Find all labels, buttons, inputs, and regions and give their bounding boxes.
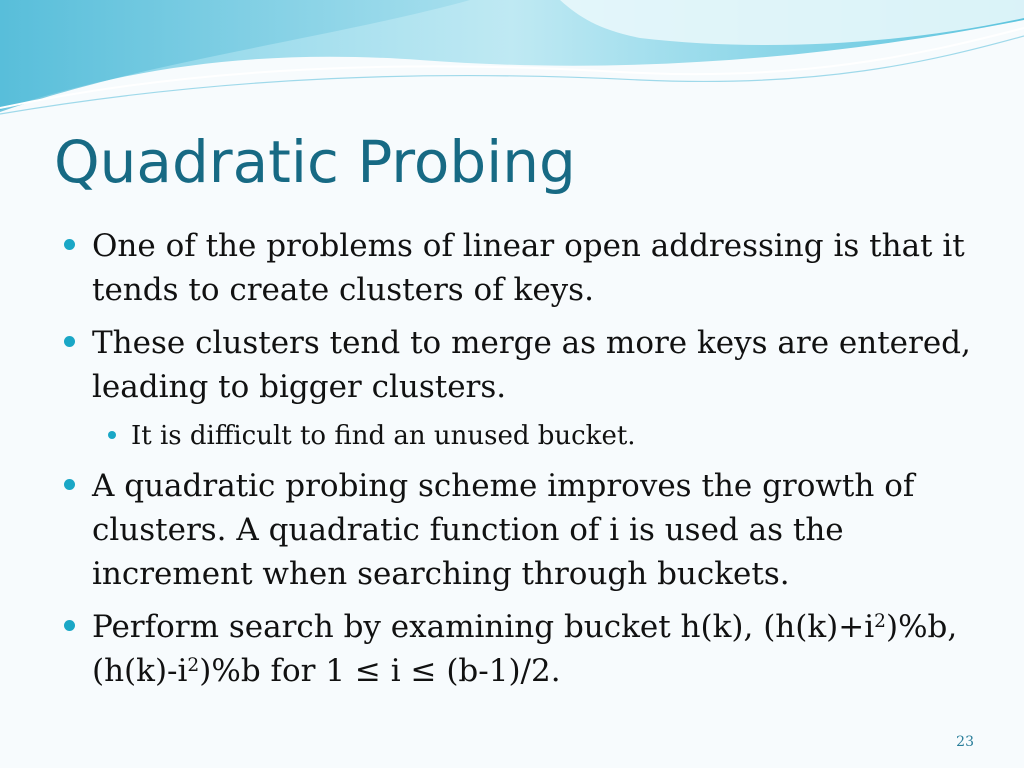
sub-bullet-text: It is difficult to find an unused bucket. — [131, 421, 636, 451]
bullet-dot-icon — [64, 620, 75, 631]
bullet-text: These clusters tend to merge as more keys are entered, leading to bigger clusters. — [92, 325, 971, 405]
bullet-item — [62, 224, 982, 312]
formula-text-d: )%b for 1 ≤ i ≤ (b-1)/2. — [199, 653, 561, 689]
sub-bullet-item — [104, 416, 982, 456]
bullet-item — [62, 605, 982, 693]
bullet-item — [62, 321, 982, 409]
bullet-dot-icon — [64, 479, 75, 490]
bullet-list — [62, 224, 982, 702]
bullet-text: One of the problems of linear open addressing is that it tends to create clusters of keys. — [92, 228, 965, 308]
formula-text-b: )%b, — [885, 609, 958, 645]
header-wave-decoration — [0, 0, 1024, 120]
bullet-item — [62, 464, 982, 596]
bullet-dot-icon — [64, 239, 75, 250]
slide-title: Quadratic Probing — [54, 128, 576, 196]
bullet-dot-icon — [64, 336, 75, 347]
page-number: 23 — [956, 734, 974, 750]
superscript-b: 2 — [187, 654, 200, 676]
superscript-a: 2 — [874, 610, 886, 632]
formula-text-c: (h(k)-i — [92, 653, 188, 689]
sub-bullet-dot-icon — [108, 431, 116, 439]
formula-text-a: Perform search by examining bucket h(k), (h(k)+i — [92, 609, 875, 645]
bullet-text: A quadratic probing scheme improves the growth of clusters. A quadratic function of i is used as the increment when searching through buckets. — [92, 468, 915, 592]
